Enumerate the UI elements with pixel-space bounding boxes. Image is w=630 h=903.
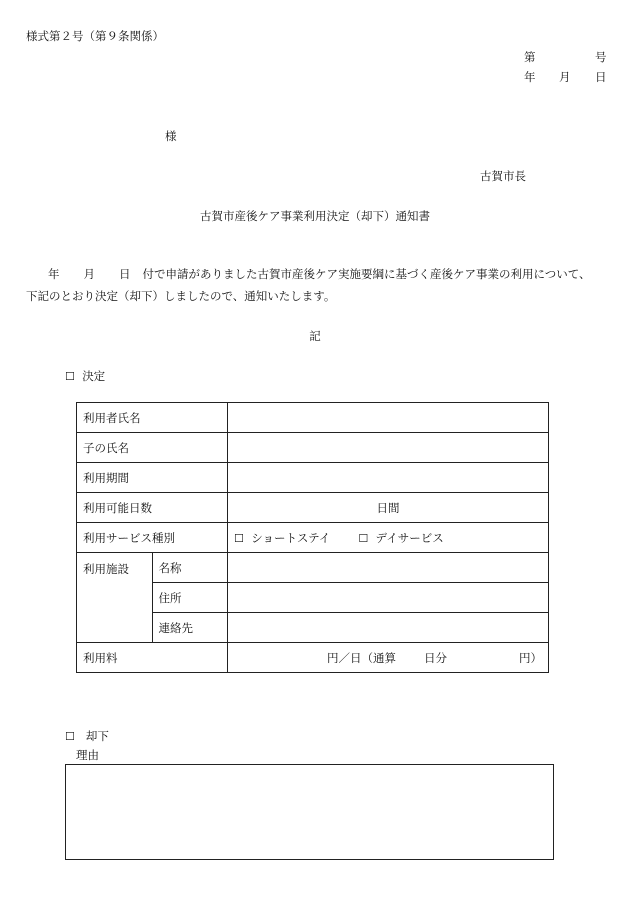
date-month: 月	[559, 70, 571, 84]
facility-name-label: 名称	[152, 553, 228, 583]
ki-heading: 記	[309, 329, 321, 343]
day-service-checkbox[interactable]: ☐	[358, 531, 369, 545]
body-day: 日	[119, 267, 131, 281]
body-year: 年	[48, 267, 60, 281]
decision-option[interactable]	[65, 368, 105, 384]
child-name-label: 子の氏名	[77, 433, 228, 463]
facility-contact-label: 連絡先	[152, 613, 228, 643]
user-name-value[interactable]	[228, 403, 549, 433]
fee-label: 利用料	[77, 643, 228, 673]
facility-contact-value[interactable]	[228, 613, 549, 643]
service-type-label: 利用サービス種別	[77, 523, 228, 553]
table-row	[77, 523, 549, 553]
date-year: 年	[524, 70, 536, 84]
table-row	[77, 493, 549, 523]
fee-days: 日分	[424, 650, 447, 665]
addressee-suffix: 様	[165, 129, 177, 143]
facility-label: 利用施設	[77, 553, 153, 643]
rejection-checkbox[interactable]: ☐	[65, 730, 75, 743]
doc-number-prefix: 第	[524, 50, 536, 64]
rejection-option[interactable]	[65, 728, 109, 744]
child-name-value[interactable]	[228, 433, 549, 463]
available-days-label: 利用可能日数	[77, 493, 228, 523]
table-row	[77, 433, 549, 463]
facility-name-value[interactable]	[228, 553, 549, 583]
fee-yen-close: 円）	[519, 650, 542, 665]
user-name-label: 利用者氏名	[77, 403, 228, 433]
service-option-day-service[interactable]	[358, 530, 443, 546]
form-number: 様式第２号（第９条関係）	[26, 29, 164, 43]
service-type-value	[228, 523, 549, 553]
body-line-2: 下記のとおり決定（却下）しましたので、通知いたします。	[26, 289, 336, 303]
issuer: 古賀市長	[480, 169, 526, 183]
reason-label: 理由	[76, 748, 99, 762]
doc-number-suffix: 号	[595, 50, 607, 64]
available-days-value[interactable]	[228, 493, 549, 523]
short-stay-label: ショートステイ	[251, 530, 331, 545]
date-day: 日	[595, 70, 607, 84]
fee-per-day: 円／日（通算	[327, 650, 396, 665]
table-row	[77, 553, 549, 583]
body-line-1	[26, 266, 591, 282]
decision-label: 決定	[82, 369, 106, 383]
fee-value[interactable]	[228, 643, 549, 673]
days-unit: 日間	[376, 500, 400, 515]
rejection-label: 却下	[85, 729, 109, 743]
facility-address-label: 住所	[152, 583, 228, 613]
table-row	[77, 463, 549, 493]
service-option-short-stay[interactable]	[234, 530, 330, 546]
table-row	[77, 643, 549, 673]
body-month: 月	[83, 267, 95, 281]
reason-box[interactable]	[65, 764, 554, 860]
period-value[interactable]	[228, 463, 549, 493]
day-service-label: デイサービス	[375, 530, 444, 545]
body-line-1-text: 付で申請がありました古賀市産後ケア実施要綱に基づく産後ケア事業の利用について、	[142, 267, 591, 281]
decision-table	[76, 402, 549, 673]
table-row	[77, 403, 549, 433]
period-label: 利用期間	[77, 463, 228, 493]
decision-checkbox[interactable]: ☐	[65, 370, 75, 383]
document-title: 古賀市産後ケア事業利用決定（却下）通知書	[200, 209, 430, 223]
facility-address-value[interactable]	[228, 583, 549, 613]
short-stay-checkbox[interactable]: ☐	[234, 531, 244, 545]
